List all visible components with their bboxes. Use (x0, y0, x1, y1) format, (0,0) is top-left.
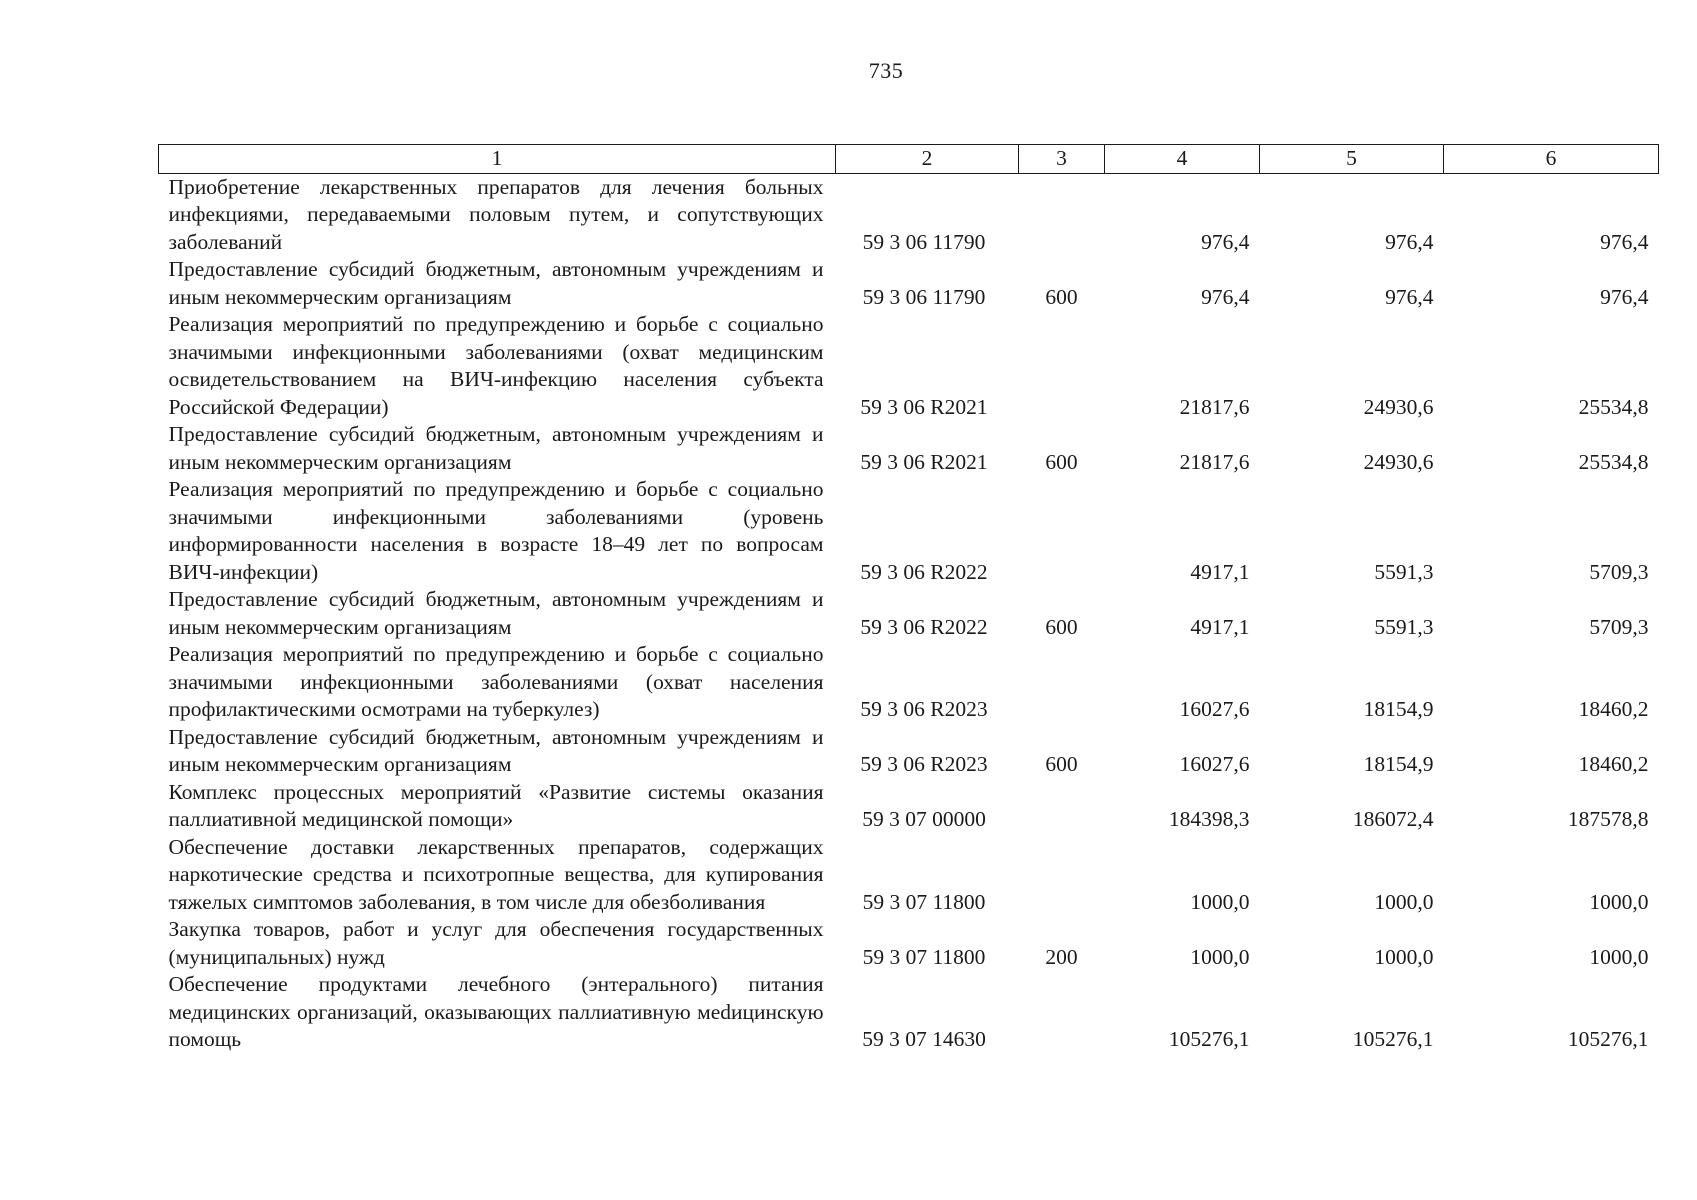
row-amount-col-4: 16027,6 (1179, 697, 1250, 721)
table-row (159, 421, 1659, 476)
row-amount-col-6: 976,4 (1600, 284, 1649, 309)
row-amount-col-4: 184398,3 (1168, 807, 1250, 831)
row-description: Предоставление субсидий бюджетным, автономным учреждениям и иным некоммерческим организациям (168, 422, 824, 474)
row-amount-col-5: 5591,3 (1374, 614, 1434, 639)
row-expense-type: 600 (1045, 752, 1078, 776)
row-description: Предоставление субсидий бюджетным, автономным учреждениям и иным некоммерческим организациям (168, 587, 824, 639)
table-header (159, 145, 1659, 174)
table-row (159, 256, 1659, 311)
row-amount-col-6: 1000,0 (1589, 889, 1649, 914)
row-expense-type (1019, 173, 1105, 256)
row-amount-col-5: 18154,9 (1363, 752, 1434, 776)
row-amount-col-4: 976,4 (1201, 284, 1250, 309)
table-body (159, 173, 1659, 1054)
row-expense-type (1019, 834, 1105, 917)
row-target-code: 59 3 07 00000 (862, 807, 986, 831)
row-description: Обеспечение доставки лекарственных препаратов, содержащих наркотические средства и психотропные вещества, для купирования тяжелых симптомов заболевания, в том числе для обезболивания (168, 834, 824, 914)
row-expense-type: 600 (1045, 284, 1078, 309)
row-description: Предоставление субсидий бюджетным, автономным учреждениям и иным некоммерческим организациям (168, 724, 824, 776)
row-expense-type: 600 (1045, 449, 1078, 474)
table-row (159, 779, 1659, 834)
row-expense-type (1019, 476, 1105, 586)
row-target-code: 59 3 06 R2021 (860, 449, 988, 474)
row-target-code: 59 3 06 R2023 (860, 752, 988, 776)
table-row (159, 971, 1659, 1054)
row-amount-col-5: 24930,6 (1363, 394, 1434, 419)
row-amount-col-6: 976,4 (1600, 229, 1649, 254)
header-col-3: 3 (1019, 145, 1105, 174)
table-row (159, 586, 1659, 641)
row-description: Приобретение лекарственных препаратов для лечения больных инфекциями, передаваемыми половым путем, и сопутствующих заболеваний (168, 174, 824, 254)
row-amount-col-6: 5709,3 (1589, 614, 1649, 639)
row-amount-col-6: 18460,2 (1578, 697, 1649, 721)
row-amount-col-4: 976,4 (1201, 229, 1250, 254)
row-expense-type: 200 (1045, 944, 1078, 969)
header-col-2: 2 (836, 145, 1019, 174)
row-amount-col-5: 24930,6 (1363, 449, 1434, 474)
table-row (159, 641, 1659, 724)
row-amount-col-4: 4917,1 (1190, 614, 1250, 639)
row-description: Реализация мероприятий по предупреждению и борьбе с социально значимыми инфекционными заболеваниями (охват населения профилактическими осмотрами на туберкулез) (168, 642, 824, 721)
row-target-code: 59 3 06 R2022 (860, 559, 988, 584)
row-amount-col-4: 21817,6 (1179, 449, 1250, 474)
row-amount-col-5: 1000,0 (1374, 889, 1434, 914)
row-amount-col-6: 18460,2 (1578, 752, 1649, 776)
row-expense-type (1019, 311, 1105, 421)
row-amount-col-4: 1000,0 (1190, 944, 1250, 969)
row-amount-col-4: 105276,1 (1168, 1027, 1250, 1051)
row-target-code: 59 3 06 11790 (862, 284, 986, 309)
table-row (159, 173, 1659, 256)
row-expense-type (1019, 779, 1105, 834)
row-amount-col-5: 18154,9 (1363, 697, 1434, 721)
header-col-1: 1 (159, 145, 836, 174)
row-target-code: 59 3 07 11800 (862, 889, 986, 914)
table-row (159, 834, 1659, 917)
row-amount-col-6: 105276,1 (1567, 1027, 1649, 1051)
row-target-code: 59 3 07 11800 (862, 944, 986, 969)
row-description: Предоставление субсидий бюджетным, автономным учреждениям и иным некоммерческим организациям (168, 257, 824, 309)
header-col-6: 6 (1444, 145, 1659, 174)
row-amount-col-5: 1000,0 (1374, 944, 1434, 969)
row-amount-col-5: 976,4 (1385, 229, 1434, 254)
table-row (159, 476, 1659, 586)
row-amount-col-4: 4917,1 (1190, 559, 1250, 584)
row-amount-col-6: 25534,8 (1578, 449, 1649, 474)
row-target-code: 59 3 06 R2023 (860, 697, 988, 721)
page-number: 735 (868, 58, 904, 83)
row-amount-col-4: 21817,6 (1179, 394, 1250, 419)
row-amount-col-5: 976,4 (1385, 284, 1434, 309)
row-expense-type (1019, 971, 1105, 1054)
row-description: Реализация мероприятий по предупреждению и борьбе с социально значимыми инфекционными заболеваниями (охват медицинским освидетельствованием на ВИЧ-инфекцию населения субъекта Российской Федерации) (168, 312, 824, 419)
table-row (159, 311, 1659, 421)
row-amount-col-4: 16027,6 (1179, 752, 1250, 776)
row-amount-col-5: 186072,4 (1352, 807, 1434, 831)
header-row (159, 145, 1659, 174)
table-row (159, 724, 1659, 779)
row-expense-type: 600 (1045, 614, 1078, 639)
row-description: Обеспечение продуктами лечебного (энтерального) питания медицинских организаций, оказывающих паллиативную меdицинскую помощь (168, 972, 824, 1051)
budget-table (158, 144, 1659, 1054)
row-amount-col-4: 1000,0 (1190, 889, 1250, 914)
row-target-code: 59 3 06 11790 (862, 229, 986, 254)
row-amount-col-5: 5591,3 (1374, 559, 1434, 584)
row-description: Комплекс процессных мероприятий «Развитие системы оказания паллиативной медицинской помощи» (168, 779, 824, 831)
row-target-code: 59 3 06 R2022 (860, 614, 988, 639)
row-amount-col-5: 105276,1 (1352, 1027, 1434, 1051)
header-col-5: 5 (1260, 145, 1444, 174)
row-target-code: 59 3 06 R2021 (860, 394, 988, 419)
row-amount-col-6: 25534,8 (1578, 394, 1649, 419)
row-amount-col-6: 187578,8 (1567, 807, 1649, 831)
header-col-4: 4 (1105, 145, 1260, 174)
row-expense-type (1019, 641, 1105, 724)
row-description: Реализация мероприятий по предупреждению и борьбе с социально значимыми инфекционными заболеваниями (уровень информированности населения в возрасте 18–49 лет по вопросам ВИЧ-инфекции) (168, 477, 824, 584)
row-target-code: 59 3 07 14630 (862, 1027, 986, 1051)
table-row (159, 916, 1659, 971)
row-description: Закупка товаров, работ и услуг для обеспечения государственных (муниципальных) нужд (168, 917, 824, 969)
row-amount-col-6: 5709,3 (1589, 559, 1649, 584)
row-amount-col-6: 1000,0 (1589, 944, 1649, 969)
